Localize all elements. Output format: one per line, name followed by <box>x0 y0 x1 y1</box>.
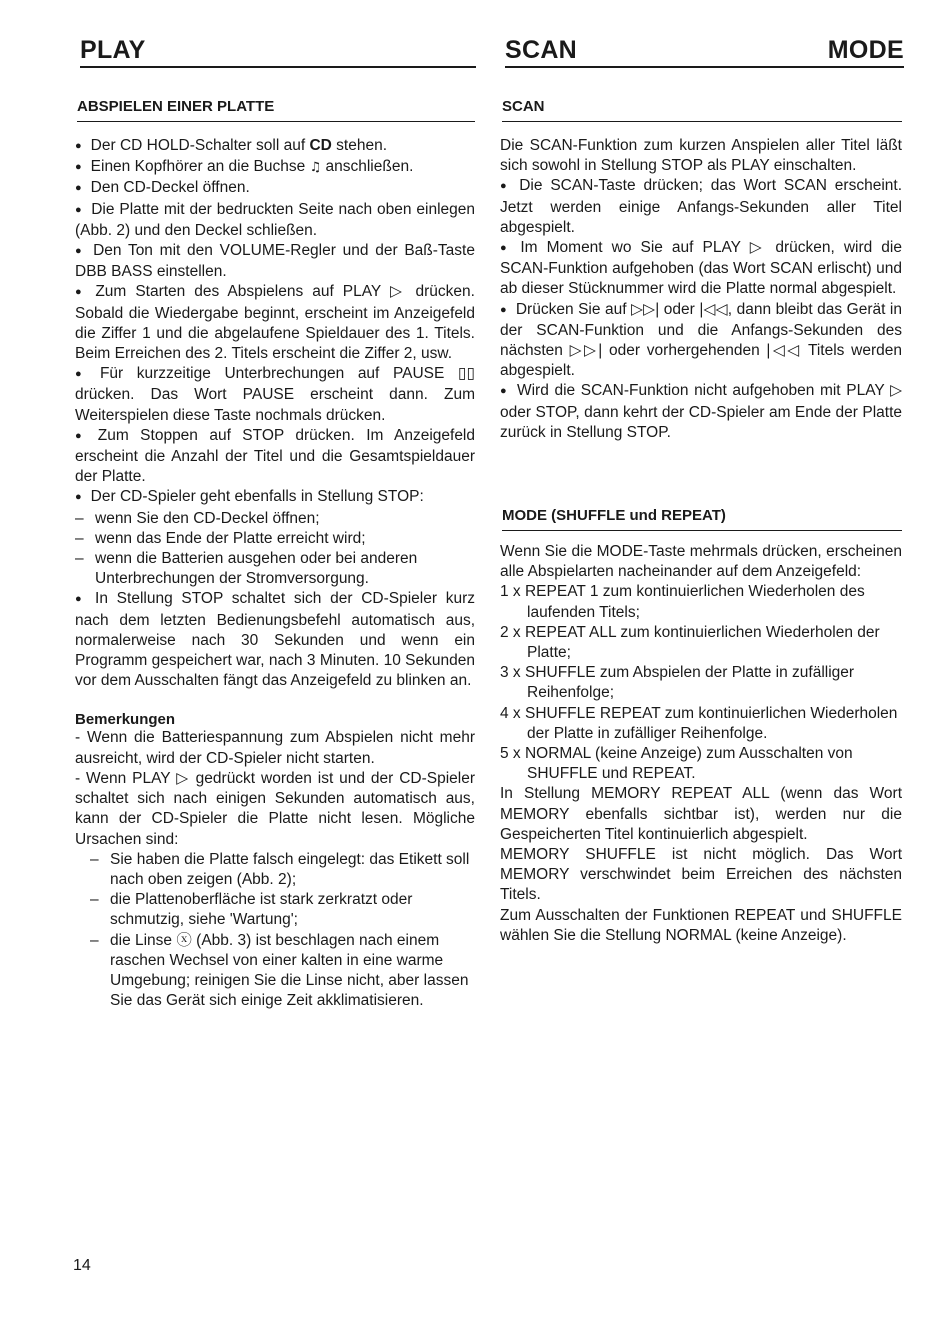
instruction-item: ● Die Platte mit der bedruckten Seite nach oben einlegen (Abb. 2) und den Deckel schließen. <box>75 200 475 241</box>
mode-paragraph: MEMORY SHUFFLE ist nicht möglich. Das Wort MEMORY verschwindet beim Erreichen des nächsten Titels. <box>500 846 902 904</box>
scan-item: ● Wird die SCAN-Funktion nicht aufgehoben mit PLAY ▷ oder STOP, dann kehrt der CD-Spieler am Ende der Platte zurück in Stellung STOP. <box>500 381 902 443</box>
scan-body <box>500 136 902 443</box>
mode-intro: Wenn Sie die MODE-Taste mehrmals drücken, erscheinen alle Abspielarten nacheinander auf dem Anzeigefeld: <box>500 543 902 581</box>
scan-intro: Die SCAN-Funktion zum kurzen Anspielen aller Titel läßt sich sowohl in Stellung STOP als PLAY einschalten. <box>500 137 902 175</box>
section-heading-mode: MODE (SHUFFLE und REPEAT) <box>502 507 902 531</box>
page-title-scan: SCAN <box>505 36 578 64</box>
section-heading-abspielen: ABSPIELEN EINER PLATTE <box>77 98 475 122</box>
remark-paragraph: - Wenn PLAY ▷ gedrückt worden ist und der CD-Spieler schaltet sich nach einigen Sekunden automatisch aus, kann der CD-Spieler die Platte nicht lesen. Mögliche Ursachen sind: <box>75 769 475 848</box>
headphone-icon: ♫ <box>309 160 322 176</box>
instruction-item: ● Der CD-Spieler geht ebenfalls in Stellung STOP: <box>75 487 475 508</box>
mode-body <box>500 542 902 946</box>
instruction-item: ● Den CD-Deckel öffnen. <box>75 178 475 199</box>
page-title-mode: MODE <box>827 36 904 64</box>
mode-option: 2 x REPEAT ALL zum kontinuierlichen Wiederholen der Platte; <box>500 623 880 662</box>
stop-condition: – wenn das Ende der Platte erreicht wird; <box>75 529 475 549</box>
page-header-play <box>80 34 476 68</box>
mode-option: 1 x REPEAT 1 zum kontinuierlichen Wiederholen des laufenden Titels; <box>500 583 865 621</box>
remarks-heading: Bemerkungen <box>75 711 176 729</box>
scan-item: ● Drücken Sie auf ▷▷| oder |◁◁, dann bleibt das Gerät in der SCAN-Funktion und die Anfangs-Sekunden des nächsten ▷▷| oder vorhergehenden |◁◁ Titels werden abgespielt. <box>500 300 902 382</box>
instruction-item: ● Zum Starten des Abspielens auf PLAY ▷ drücken. Sobald die Wiedergabe beginnt, erscheint im Anzeigefeld die Ziffer 1 und die abgelaufene Spieldauer des 1. Titels. Beim Erreichen des 2. Titels erscheint die Ziffer 2, usw. <box>75 282 475 364</box>
instruction-item: ● Für kurzzeitige Unterbrechungen auf PAUSE ▯▯ drücken. Das Wort PAUSE erscheint dann. Zum Weiterspielen diese Taste nochmals drücken. <box>75 364 475 426</box>
instruction-item: ● Einen Kopfhörer an die Buchse ♫ anschließen. <box>75 157 475 178</box>
instruction-item: ● Zum Stoppen auf STOP drücken. Im Anzeigefeld erscheint die Anzahl der Titel und die Gesamtspieldauer der Platte. <box>75 426 475 488</box>
cause-item: – die Linse ⓧ (Abb. 3) ist beschlagen nach einem raschen Wechsel von einer kalten in eine warme Umgebung; reinigen Sie die Linse nicht, aber lassen Sie das Gerät sich einige Zeit akklimatisieren. <box>75 931 475 1012</box>
stop-condition: – wenn Sie den CD-Deckel öffnen; <box>75 509 475 529</box>
page-title-play: PLAY <box>80 36 146 64</box>
remark-paragraph: - Wenn die Batteriespannung zum Abspielen nicht mehr ausreicht, wird der CD-Spieler nicht starten. <box>75 729 475 767</box>
stop-condition: – wenn die Batterien ausgehen oder bei anderen Unterbrechungen der Stromversorgung. <box>75 549 475 589</box>
section-heading-scan: SCAN <box>502 98 902 122</box>
mode-option: 5 x NORMAL (keine Anzeige) zum Ausschalten von SHUFFLE und REPEAT. <box>500 745 853 783</box>
mode-option: 3 x SHUFFLE zum Abspielen der Platte in zufälliger Reihenfolge; <box>500 664 855 702</box>
abspielen-body <box>75 136 475 1011</box>
page-header-scan-mode <box>505 34 904 68</box>
cause-item: – Sie haben die Platte falsch eingelegt: das Etikett soll nach oben zeigen (Abb. 2); <box>75 850 475 890</box>
instruction-item: ● Den Ton mit den VOLUME-Regler und der Baß-Taste DBB BASS einstellen. <box>75 241 475 282</box>
page-number: 14 <box>73 1257 91 1274</box>
mode-paragraph: Zum Ausschalten der Funktionen REPEAT und SHUFFLE wählen Sie die Stellung NORMAL (keine Anzeige). <box>500 906 902 944</box>
scan-item: ● Im Moment wo Sie auf PLAY ▷ drücken, wird die SCAN-Funktion aufgehoben (das Wort SCAN erlischt) und ab dieser Stücknummer wird die Platte normal abgespielt. <box>500 238 902 300</box>
instruction-item: ● Der CD HOLD-Schalter soll auf CD stehen. <box>75 136 475 157</box>
mode-paragraph: In Stellung MEMORY REPEAT ALL (wenn das Wort MEMORY ebenfalls sichtbar ist), werden nur die Gespeicherten Titel kontinuierlich abgespielt. <box>500 785 902 843</box>
scan-item: ● Die SCAN-Taste drücken; das Wort SCAN erscheint. Jetzt werden einige Anfangs-Sekunden aller Titel abgespielt. <box>500 176 902 238</box>
mode-option: 4 x SHUFFLE REPEAT zum kontinuierlichen Wiederholen der Platte in zufälliger Reihenfolge. <box>500 704 898 742</box>
instruction-item: ● In Stellung STOP schaltet sich der CD-Spieler kurz nach dem letzten Bedienungsbefehl automatisch aus, normalerweise nach 30 Sekunden und wenn ein Programm gespeichert war, nach 3 Minuten. 10 Sekunden vor dem Ausschalten fängt das Anzeigefeld zu blinken an. <box>75 589 475 691</box>
cause-item: – die Plattenoberfläche ist stark zerkratzt oder schmutzig, siehe 'Wartung'; <box>75 890 475 930</box>
